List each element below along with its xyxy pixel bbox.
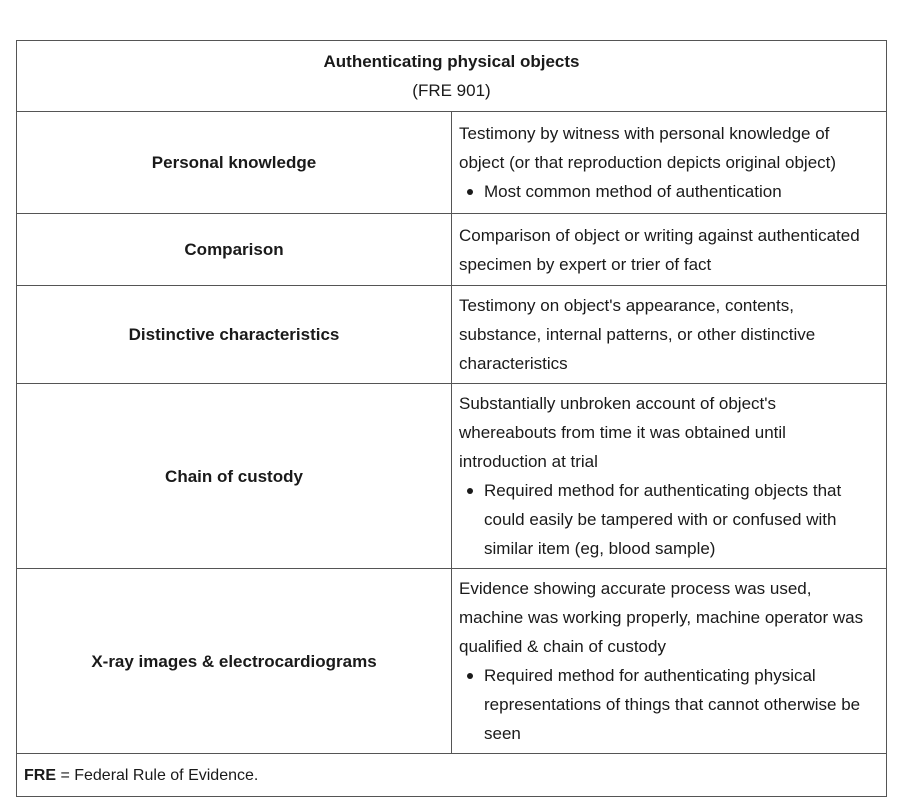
table-row xyxy=(17,214,887,286)
description-text: Testimony by witness with personal knowledge of object (or that reproduction depicts original object) xyxy=(459,124,837,172)
description-cell xyxy=(452,214,887,286)
description-bullets xyxy=(459,476,878,563)
table-footer-row xyxy=(17,754,887,797)
description-cell xyxy=(452,569,887,754)
method-cell: Chain of custody xyxy=(17,384,452,569)
table-header-row xyxy=(17,41,887,112)
method-cell: X-ray images & electrocardiograms xyxy=(17,569,452,754)
method-cell: Personal knowledge xyxy=(17,112,452,214)
bullet-item: Required method for authenticating physical representations of things that cannot otherwise be seen xyxy=(484,661,878,748)
table-row xyxy=(17,286,887,384)
table-row xyxy=(17,569,887,754)
description-text: Comparison of object or writing against authenticated specimen by expert or trier of fact xyxy=(459,225,860,274)
description-cell xyxy=(452,384,887,569)
table-footer xyxy=(17,754,887,797)
authentication-table xyxy=(16,40,887,797)
description-cell xyxy=(452,286,887,384)
description-bullets xyxy=(459,177,878,206)
description-text: Evidence showing accurate process was used, machine was working properly, machine operator was qualified & chain of custody xyxy=(459,579,864,656)
description-text: Substantially unbroken account of object's whereabouts from time it was obtained until introduction at trial xyxy=(459,394,786,471)
table-title-cell xyxy=(17,41,887,112)
bullet-item: Required method for authenticating objects that could easily be tampered with or confused with similar item (eg, blood sample) xyxy=(484,476,878,563)
description-text: Testimony on object's appearance, contents, substance, internal patterns, or other distinctive characteristics xyxy=(459,296,816,373)
table-row xyxy=(17,384,887,569)
description-cell xyxy=(452,112,887,214)
method-cell: Comparison xyxy=(17,214,452,286)
footer-definition: = Federal Rule of Evidence. xyxy=(56,766,259,784)
table-title: Authenticating physical objects xyxy=(323,52,580,71)
description-bullets xyxy=(459,661,878,748)
bullet-item: Most common method of authentication xyxy=(484,177,878,206)
footer-abbreviation: FRE xyxy=(24,766,56,784)
table-subtitle: (FRE 901) xyxy=(412,81,491,100)
method-cell: Distinctive characteristics xyxy=(17,286,452,384)
table-row xyxy=(17,112,887,214)
